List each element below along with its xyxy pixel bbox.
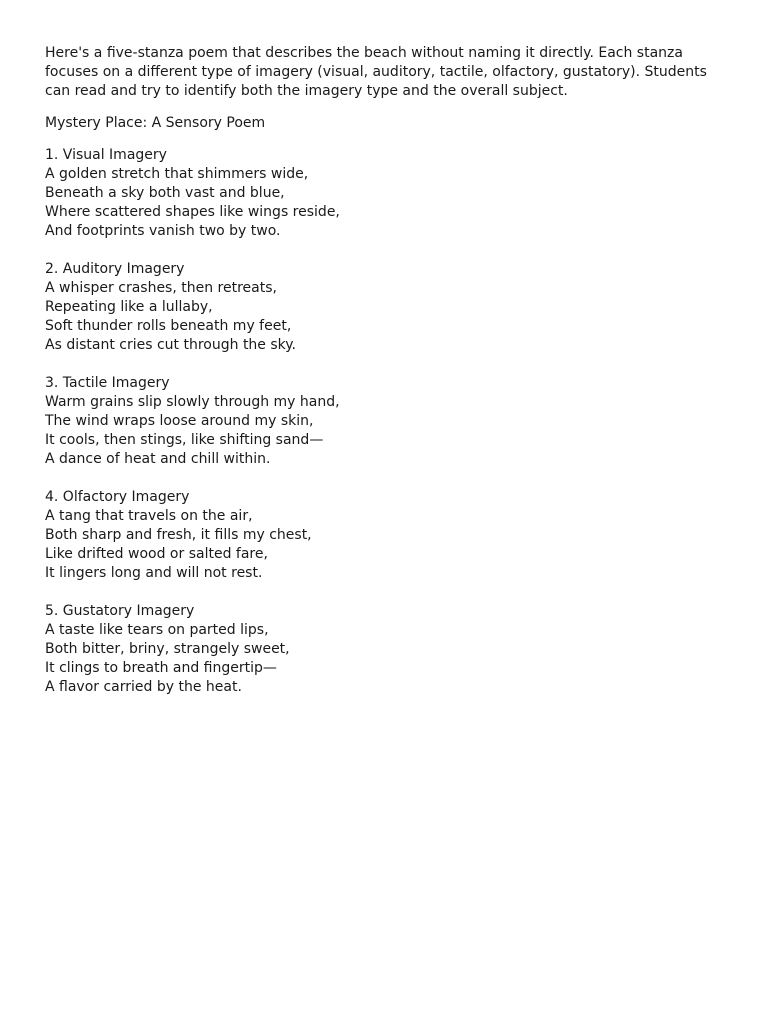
stanza-line: A whisper crashes, then retreats, <box>45 280 277 296</box>
stanza-line: Repeating like a lullaby, <box>45 299 213 315</box>
stanza-gustatory <box>45 602 725 697</box>
stanza-line: As distant cries cut through the sky. <box>45 337 297 353</box>
stanza-line: A golden stretch that shimmers wide, <box>45 166 309 182</box>
stanza-line: It lingers long and will not rest. <box>45 565 263 581</box>
stanza-visual <box>45 146 725 241</box>
stanza-tactile <box>45 374 725 469</box>
stanza-line: Warm grains slip slowly through my hand, <box>45 394 340 410</box>
document-body <box>45 44 725 697</box>
intro-paragraph: Here's a five-stanza poem that describes the beach without naming it directly. Each stanza focuses on a different type of imagery (visual, auditory, tactile, olfactory, gustatory). Students can read and try to identify both the imagery type and the overall subject. <box>45 45 707 99</box>
stanza-heading: 4. Olfactory Imagery <box>45 489 190 505</box>
stanza-line: A flavor carried by the heat. <box>45 679 242 695</box>
stanza-line: It clings to breath and fingertip— <box>45 660 277 676</box>
stanza-line: The wind wraps loose around my skin, <box>45 413 314 429</box>
stanza-heading: 2. Auditory Imagery <box>45 261 185 277</box>
stanza-olfactory <box>45 488 725 583</box>
stanza-line: Where scattered shapes like wings reside, <box>45 204 340 220</box>
stanza-line: A taste like tears on parted lips, <box>45 622 269 638</box>
stanza-auditory <box>45 260 725 355</box>
stanza-line: Beneath a sky both vast and blue, <box>45 185 285 201</box>
stanza-line: Both sharp and fresh, it fills my chest, <box>45 527 312 543</box>
stanza-line: Soft thunder rolls beneath my feet, <box>45 318 292 334</box>
poem-title: Mystery Place: A Sensory Poem <box>45 115 266 131</box>
stanza-line: Both bitter, briny, strangely sweet, <box>45 641 290 657</box>
stanza-line: A dance of heat and chill within. <box>45 451 271 467</box>
stanza-line: It cools, then stings, like shifting sand— <box>45 432 324 448</box>
stanza-heading: 5. Gustatory Imagery <box>45 603 195 619</box>
stanza-line: A tang that travels on the air, <box>45 508 253 524</box>
stanza-heading: 1. Visual Imagery <box>45 147 167 163</box>
stanza-line: Like drifted wood or salted fare, <box>45 546 268 562</box>
stanza-heading: 3. Tactile Imagery <box>45 375 170 391</box>
stanza-line: And footprints vanish two by two. <box>45 223 281 239</box>
